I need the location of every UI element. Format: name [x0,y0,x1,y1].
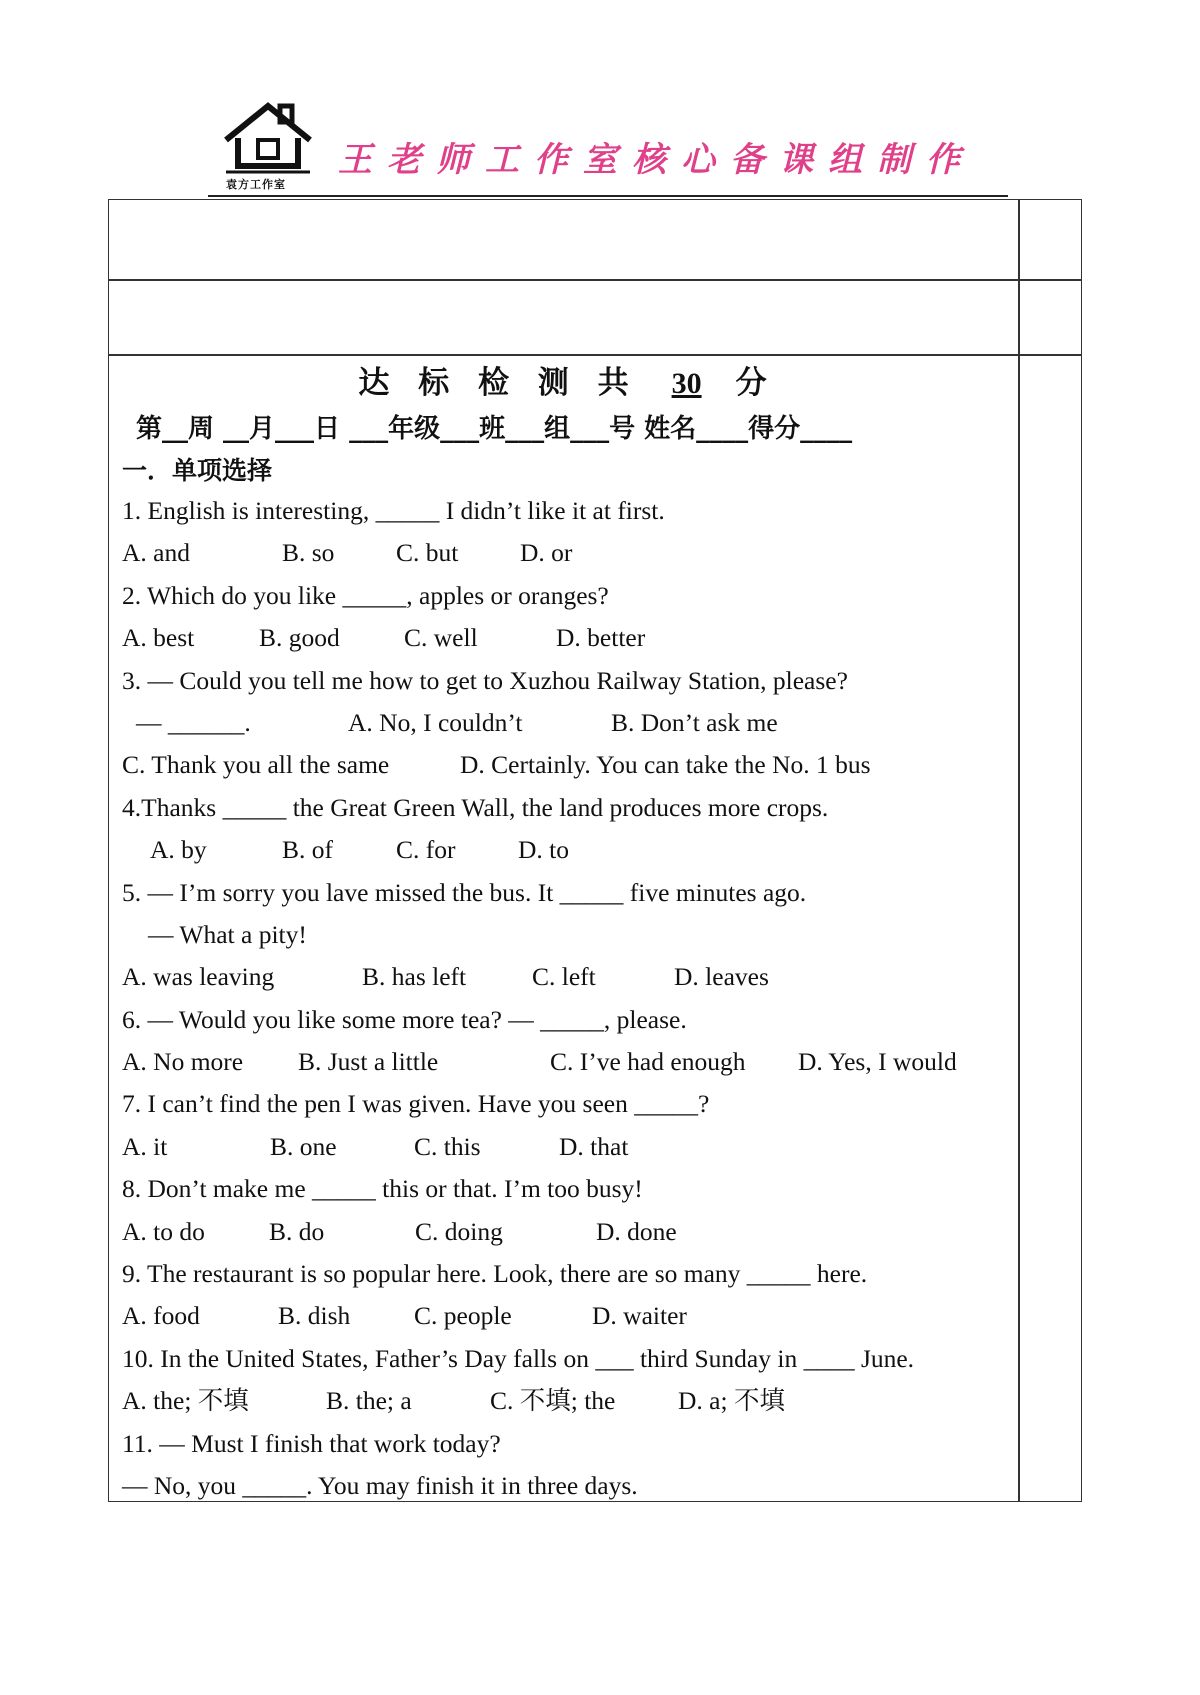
test-title [112,360,1022,406]
option: D. or [520,538,573,568]
option: D. a; 不填 [678,1386,785,1416]
question-4-options [122,829,1022,871]
answer-blank: — ______. [136,707,251,737]
question-1-options [122,532,1022,574]
question-9: 9. The restaurant is so popular here. Look, there are so many _____ here. [122,1259,868,1289]
total-score: 30 [671,367,702,400]
option: A. it [122,1131,168,1161]
option: A. by [150,835,207,865]
table-row-divider-2 [108,354,1082,356]
option: B. the; a [326,1386,412,1416]
option: A. was leaving [122,962,275,992]
option: C. Thank you all the same [122,750,390,780]
student-info-line: 第__周 __月___日 ___年级___班___组___号 姓名____得分____ [136,414,853,444]
option: D. that [559,1131,629,1161]
option: B. good [259,623,340,653]
option: C. doing [415,1216,503,1246]
table-row-divider-1 [108,279,1082,281]
option: B. Don’t ask me [611,707,778,737]
question-4: 4.Thanks _____ the Great Green Wall, the land produces more crops. [122,792,829,822]
question-6-options [122,1041,1022,1083]
question-3-options-row-2 [122,744,1022,786]
question-11: 11. — Must I finish that work today? [122,1428,501,1458]
option: D. Certainly. You can take the No. 1 bus [460,750,871,780]
test-content [122,360,1022,1507]
option: D. better [556,623,646,653]
question-5-reply: — What a pity! [148,919,307,949]
option: A. the; 不填 [122,1386,249,1416]
option: A. to do [122,1216,205,1246]
option: C. for [396,835,456,865]
question-11-reply: — No, you _____. You may finish it in three days. [122,1470,638,1500]
question-9-options [122,1295,1022,1337]
option: A. food [122,1301,200,1331]
question-3: 3. — Could you tell me how to get to Xuzhou Railway Station, please? [122,665,848,695]
title-unit: 分 [735,365,776,401]
option: A. No more [122,1047,244,1077]
question-2-options [122,617,1022,659]
option: B. of [282,835,333,865]
option: B. Just a little [298,1047,439,1077]
option: C. well [404,623,478,653]
option: C. 不填; the [490,1386,616,1416]
question-7: 7. I can’t find the pen I was given. Have you seen _____? [122,1089,710,1119]
option: B. dish [278,1301,351,1331]
option: C. this [414,1131,481,1161]
option: C. people [414,1301,512,1331]
section-heading: 一．单项选择 [122,456,273,485]
question-8: 8. Don’t make me _____ this or that. I’m too busy! [122,1174,643,1204]
banner-divider [208,195,1008,197]
option: B. has left [362,962,467,992]
question-10: 10. In the United States, Father’s Day falls on ___ third Sunday in ____ June. [122,1343,915,1373]
header-banner [208,100,1008,192]
question-1: 1. English is interesting, _____ I didn’t like it at first. [122,496,665,525]
option: D. done [596,1216,677,1246]
option: A. No, I couldn’t [348,707,523,737]
option: C. but [396,538,459,568]
option: B. do [269,1216,325,1246]
option: A. and [122,538,190,568]
option: B. so [282,538,335,568]
option: B. one [270,1131,337,1161]
question-7-options [122,1126,1022,1168]
option: D. Yes, I would [798,1047,957,1077]
option: D. to [518,835,569,865]
question-8-options [122,1211,1022,1253]
option: C. left [532,962,596,992]
option: C. I’ve had enough [550,1047,746,1077]
option: D. waiter [592,1301,687,1331]
question-5: 5. — I’m sorry you lave missed the bus. It _____ five minutes ago. [122,877,807,907]
question-5-options [122,956,1022,998]
title-text: 达 标 检 测 共 [358,365,638,401]
option: D. leaves [674,962,769,992]
option: A. best [122,623,195,653]
brand-title: 王老师工作室核心备课组制作 [338,140,975,180]
question-2: 2. Which do you like _____, apples or oranges? [122,580,609,610]
question-6: 6. — Would you like some more tea? — _____, please. [122,1004,687,1034]
question-3-options-row-1 [122,702,1022,744]
logo-subtitle: 袁方工作室 [226,178,286,191]
question-10-options [122,1380,1022,1422]
